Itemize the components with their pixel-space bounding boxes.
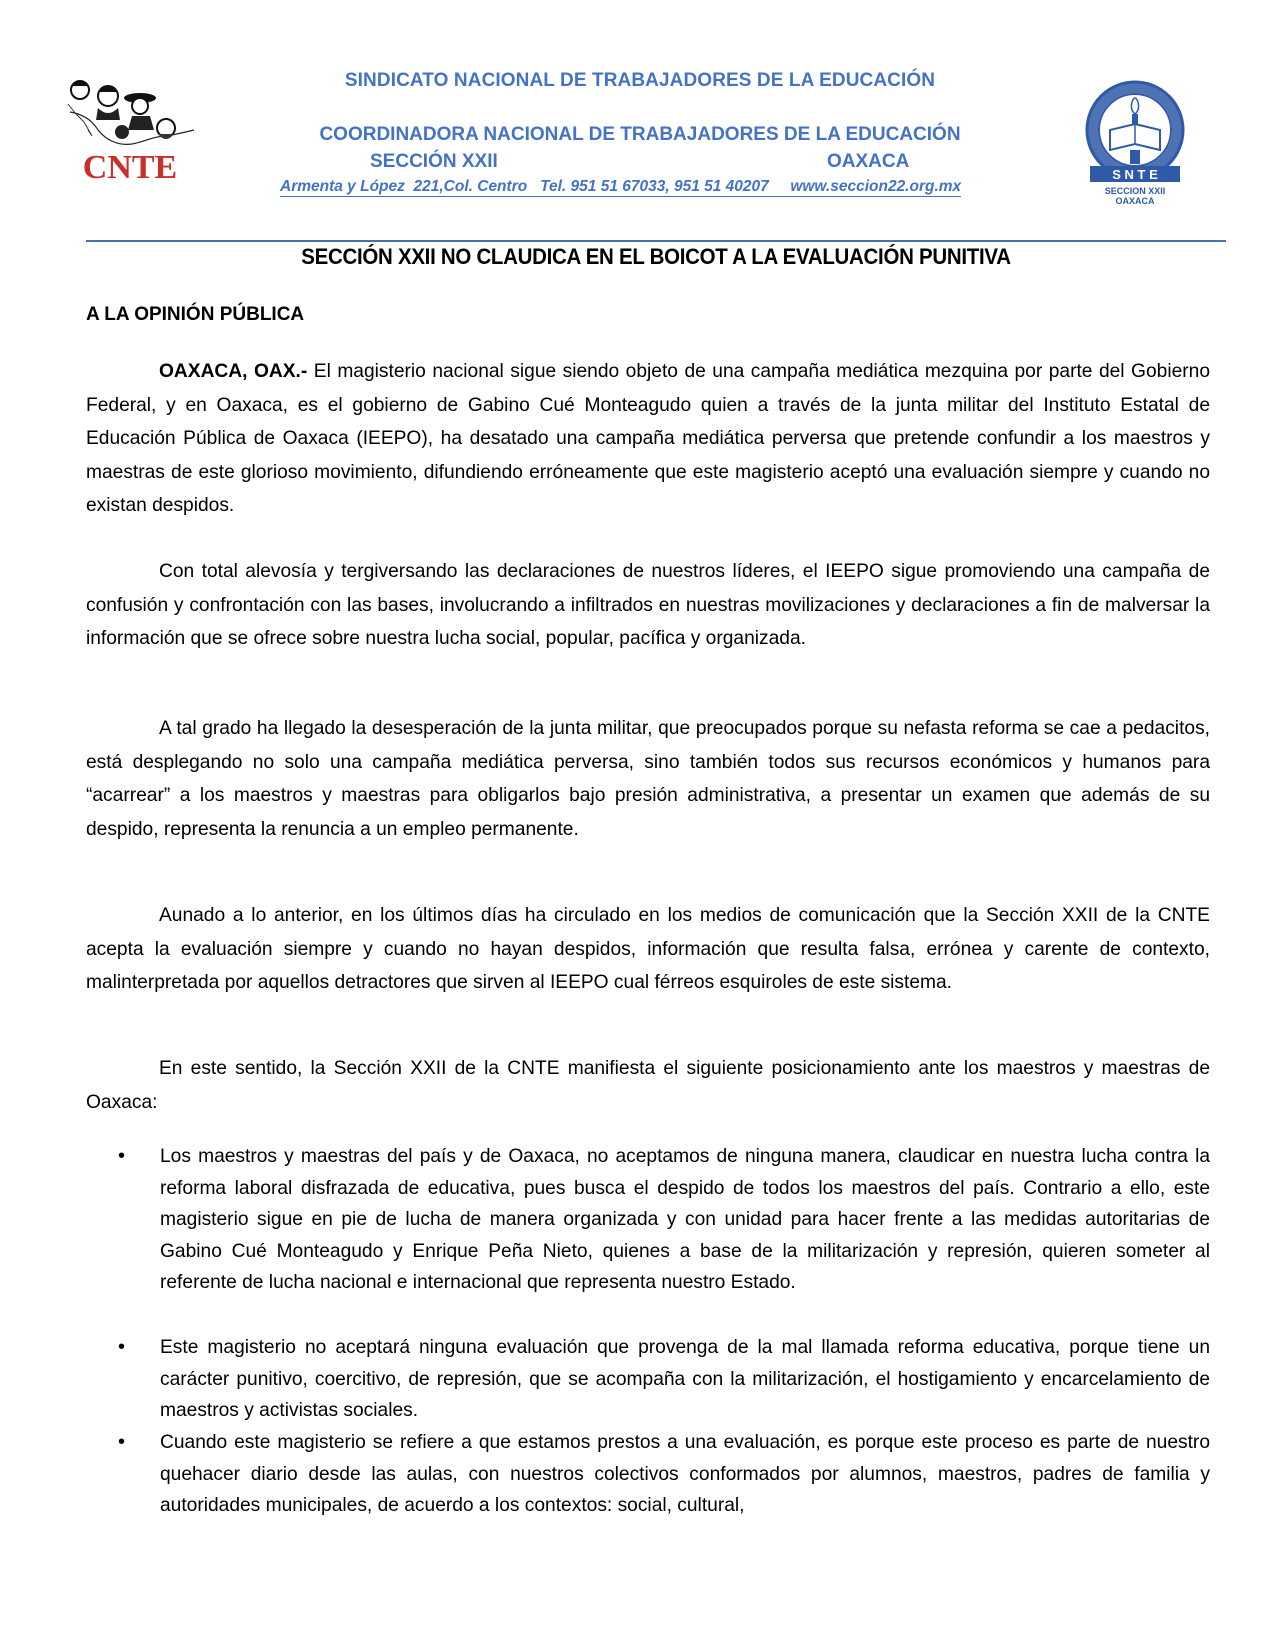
union-name: SINDICATO NACIONAL DE TRABAJADORES DE LA EDUCACIÓN	[344, 70, 936, 91]
bullet-item-1-text: Los maestros y maestras del país y de Oaxaca, no aceptamos de ninguna manera, claudicar en nuestra lucha contra la reforma laboral disfrazada de educativa, pues busca el despido de todos los maestros del país. Contrario a ello, este magisterio sigue en pie de lucha de manera organizada y con unidad para hacer frente a las medidas autoritarias de Gabino Cué Monteagudo y Enrique Peña Nieto, quienes a base de la militarización y represión, quieren someter al referente de lucha nacional e internacional que representa nuestro Estado.	[160, 1146, 1210, 1293]
cnte-heroes-icon	[62, 74, 202, 186]
paragraph-5-text: En este sentido, la Sección XXII de la CNTE manifiesta el siguiente posicionamiento ante los maestros y maestras de Oaxaca:	[86, 1058, 1210, 1113]
document-title: SECCIÓN XXII NO CLAUDICA EN EL BOICOT A LA EVALUACIÓN PUNITIVA	[301, 244, 1011, 269]
snte-seal-icon	[1080, 80, 1190, 210]
header-divider	[86, 240, 1226, 242]
paragraph-3	[86, 712, 1210, 846]
bullet-item-2-text: Este magisterio no aceptará ninguna evaluación que provenga de la mal llamada reforma educativa, porque tiene un carácter punitivo, coercitivo, de represión, que se acompaña con la militarización, el hostigamiento y encarcelamiento de maestros y activistas sociales.	[160, 1337, 1210, 1421]
state-label: OAXACA	[827, 151, 910, 172]
cnte-logo	[62, 74, 202, 186]
bullet-item-2	[118, 1332, 1210, 1427]
coordinadora-name: COORDINADORA NACIONAL DE TRABAJADORES DE LA EDUCACIÓN	[319, 124, 961, 145]
salutation: A LA OPINIÓN PÚBLICA	[86, 304, 305, 325]
paragraph-1-text: El magisterio nacional sigue siendo objeto de una campaña mediática mezquina por parte del Gobierno Federal, y en Oaxaca, es el gobierno de Gabino Cué Monteagudo quien a través de la junta militar del Instituto Estatal de Educación Pública de Oaxaca (IEEPO), ha desatado una campaña mediática perversa que pretende confundir a los maestros y maestras de este glorioso movimiento, difundiendo erróneamente que este magisterio aceptó una evaluación siempre y cuando no existan despidos.	[86, 361, 1210, 516]
paragraph-4-text: Aunado a lo anterior, en los últimos días ha circulado en los medios de comunicación que la Sección XXII de la CNTE acepta la evaluación siempre y cuando no hayan despidos, información que resulta falsa, errónea y carente de contexto, malinterpretada por aquellos detractores que sirven al IEEPO cual férreos esquiroles de este sistema.	[86, 905, 1210, 993]
bullet-item-3-text: Cuando este magisterio se refiere a que estamos prestos a una evaluación, es porque este proceso es parte de nuestro quehacer diario desde las aulas, con nuestros colectivos conformados por alumnos, maestros, padres de familia y autoridades municipales, de acuerdo a los contextos: social, cultural,	[160, 1432, 1210, 1516]
dateline: OAXACA, OAX.-	[159, 361, 308, 382]
svg-text:OAXACA: OAXACA	[1115, 196, 1155, 206]
bullet-icon: •	[118, 1145, 126, 1167]
svg-text:CNTE: CNTE	[82, 149, 178, 186]
bullet-item-1	[118, 1141, 1210, 1299]
bullet-item-3	[118, 1427, 1210, 1522]
paragraph-5	[86, 1052, 1210, 1119]
contact-link[interactable]: Armenta y López 221,Col. Centro Tel. 951 51 67033, 951 51 40207 www.seccion22.org.mx	[280, 178, 962, 195]
section-label: SECCIÓN XXII	[370, 151, 498, 172]
svg-text:S N T E: S N T E	[1112, 167, 1158, 182]
svg-text:SECCION XXII: SECCION XXII	[1104, 186, 1166, 196]
paragraph-2-text: Con total alevosía y tergiversando las declaraciones de nuestros líderes, el IEEPO sigue promoviendo una campaña de confusión y confrontación con las bases, involucrando a infiltrados en nuestras movilizaciones y declaraciones a fin de malversar la información que se ofrece sobre nuestra lucha social, popular, pacífica y organizada.	[86, 561, 1210, 649]
snte-logo	[1080, 80, 1190, 210]
bullet-icon: •	[118, 1431, 126, 1453]
paragraph-1	[86, 355, 1210, 523]
paragraph-4	[86, 899, 1210, 1000]
paragraph-3-text: A tal grado ha llegado la desesperación de la junta militar, que preocupados porque su nefasta reforma se cae a pedacitos, está desplegando no solo una campaña mediática perversa, sino también todos sus recursos económicos y humanos para “acarrear” a los maestros y maestras para obligarlos bajo presión administrativa, a presentar un examen que además de su despido, representa la renuncia a un empleo permanente.	[86, 718, 1210, 840]
paragraph-2	[86, 555, 1210, 656]
bullet-icon: •	[118, 1336, 126, 1358]
